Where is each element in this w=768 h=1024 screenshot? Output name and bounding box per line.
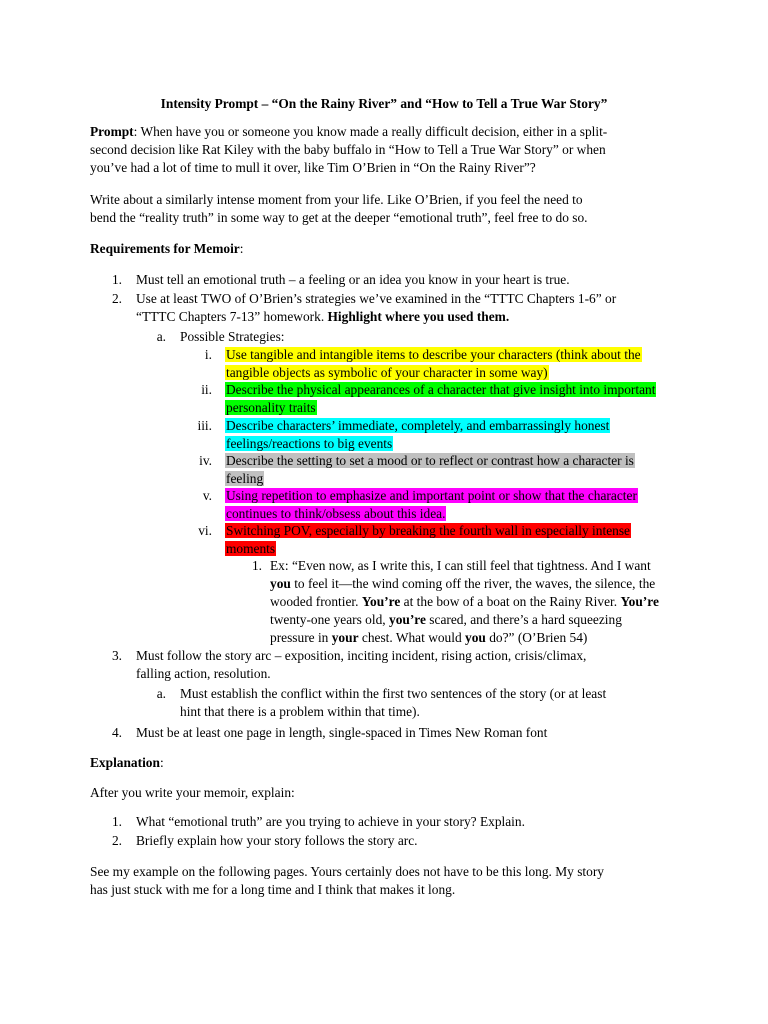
- explanation-item-1: What “emotional truth” are you trying to achieve in your story? Explain.: [136, 814, 525, 829]
- explanation-intro: After you write your memoir, explain:: [90, 785, 295, 800]
- strategy-item-5: Using repetition to emphasize and important point or show that the character continues to think/obsess about this idea.: [226, 488, 637, 521]
- strategy-number-2: ii.: [201, 382, 212, 397]
- req-number-1: 1.: [111, 272, 122, 287]
- explanation-number-1: 1.: [111, 814, 122, 829]
- intro-paragraph: [90, 191, 682, 227]
- prompt-text-line-3: you’ve had a lot of time to mull it over, like Tim O’Brien in “On the Rainy River”?: [90, 160, 536, 175]
- req-item-2: Use at least TWO of O’Brien’s strategies we’ve examined in the “TTTC Chapters 1-6” or “TTTC Chapters 7-13” homework. Highlight where you used them.: [136, 291, 617, 324]
- explanation-item-2: Briefly explain how your story follows the story arc.: [136, 833, 418, 848]
- req-3-sub-a: Must establish the conflict within the first two sentences of the story (or at least hint that there is a problem within that time).: [180, 686, 607, 719]
- prompt-text-line-1: : When have you or someone you know made a really difficult decision, either in a split-: [133, 124, 608, 139]
- strategy-item-6: Switching POV, especially by breaking the fourth wall in especially intense moments: [226, 523, 630, 556]
- closing-paragraph: See my example on the following pages. Yours certainly does not have to be this long. My story has just stuck with me for a long time and I think that makes it long.: [90, 864, 604, 897]
- strategy-number-5: v.: [202, 488, 212, 503]
- prompt-paragraph: [90, 123, 682, 177]
- strategy-number-6: vi.: [198, 523, 212, 538]
- req-number-3: 3.: [111, 648, 122, 663]
- highlight-instruction: Highlight where you used them.: [327, 309, 510, 324]
- strategy-number-3: iii.: [197, 418, 212, 433]
- strategy-item-2: Describe the physical appearances of a character that give insight into important personality traits: [226, 382, 656, 415]
- intro-line-1: Write about a similarly intense moment from your life. Like O’Brien, if you feel the need to: [90, 192, 583, 207]
- req-number-2: 2.: [111, 291, 122, 306]
- req-sub-a-number: a.: [156, 329, 166, 344]
- strategy-item-4: Describe the setting to set a mood or to reflect or contrast how a character is feeling: [226, 453, 634, 486]
- req-item-1: Must tell an emotional truth – a feeling or an idea you know in your heart is true.: [136, 272, 570, 287]
- strategy-item-3: Describe characters’ immediate, completely, and embarrassingly honest feelings/reactions to big events: [226, 418, 610, 451]
- document-title: Intensity Prompt – “On the Rainy River” and “How to Tell a True War Story”: [160, 96, 608, 111]
- req-3-sub-a-number: a.: [156, 686, 166, 701]
- example-quote: Ex: “Even now, as I write this, I can still feel that tightness. And I want you to feel it—the wind coming off the river, the waves, the silence, the wooded frontier. You’re at the bow of a boat on the Rainy River. You’re twenty-one years old, you’re scared, and there’s a hard squeezing pressure in your chest. What would you do?” (O’Brien 54): [270, 558, 659, 645]
- strategy-number-4: iv.: [199, 453, 212, 468]
- explanation-heading: Explanation:: [90, 755, 164, 770]
- req-number-4: 4.: [111, 725, 122, 740]
- intro-line-2: bend the “reality truth” in some way to get at the deeper “emotional truth”, feel free to do so.: [90, 210, 588, 225]
- req-item-3: Must follow the story arc – exposition, inciting incident, rising action, crisis/climax, falling action, resolution.: [136, 648, 587, 681]
- strategy-item-1: Use tangible and intangible items to describe your characters (think about the tangible objects as symbolic of your character in some way): [226, 347, 641, 380]
- prompt-text-line-2: second decision like Rat Kiley with the baby buffalo in “How to Tell a True War Story” or when: [90, 142, 606, 157]
- requirements-heading: Requirements for Memoir:: [90, 241, 244, 256]
- strategy-number-1: i.: [204, 347, 212, 362]
- req-item-4: Must be at least one page in length, single-spaced in Times New Roman font: [136, 725, 548, 740]
- possible-strategies-label: Possible Strategies:: [180, 329, 285, 344]
- explanation-number-2: 2.: [111, 833, 122, 848]
- prompt-label: Prompt: [90, 124, 134, 139]
- example-number: 1.: [251, 558, 262, 573]
